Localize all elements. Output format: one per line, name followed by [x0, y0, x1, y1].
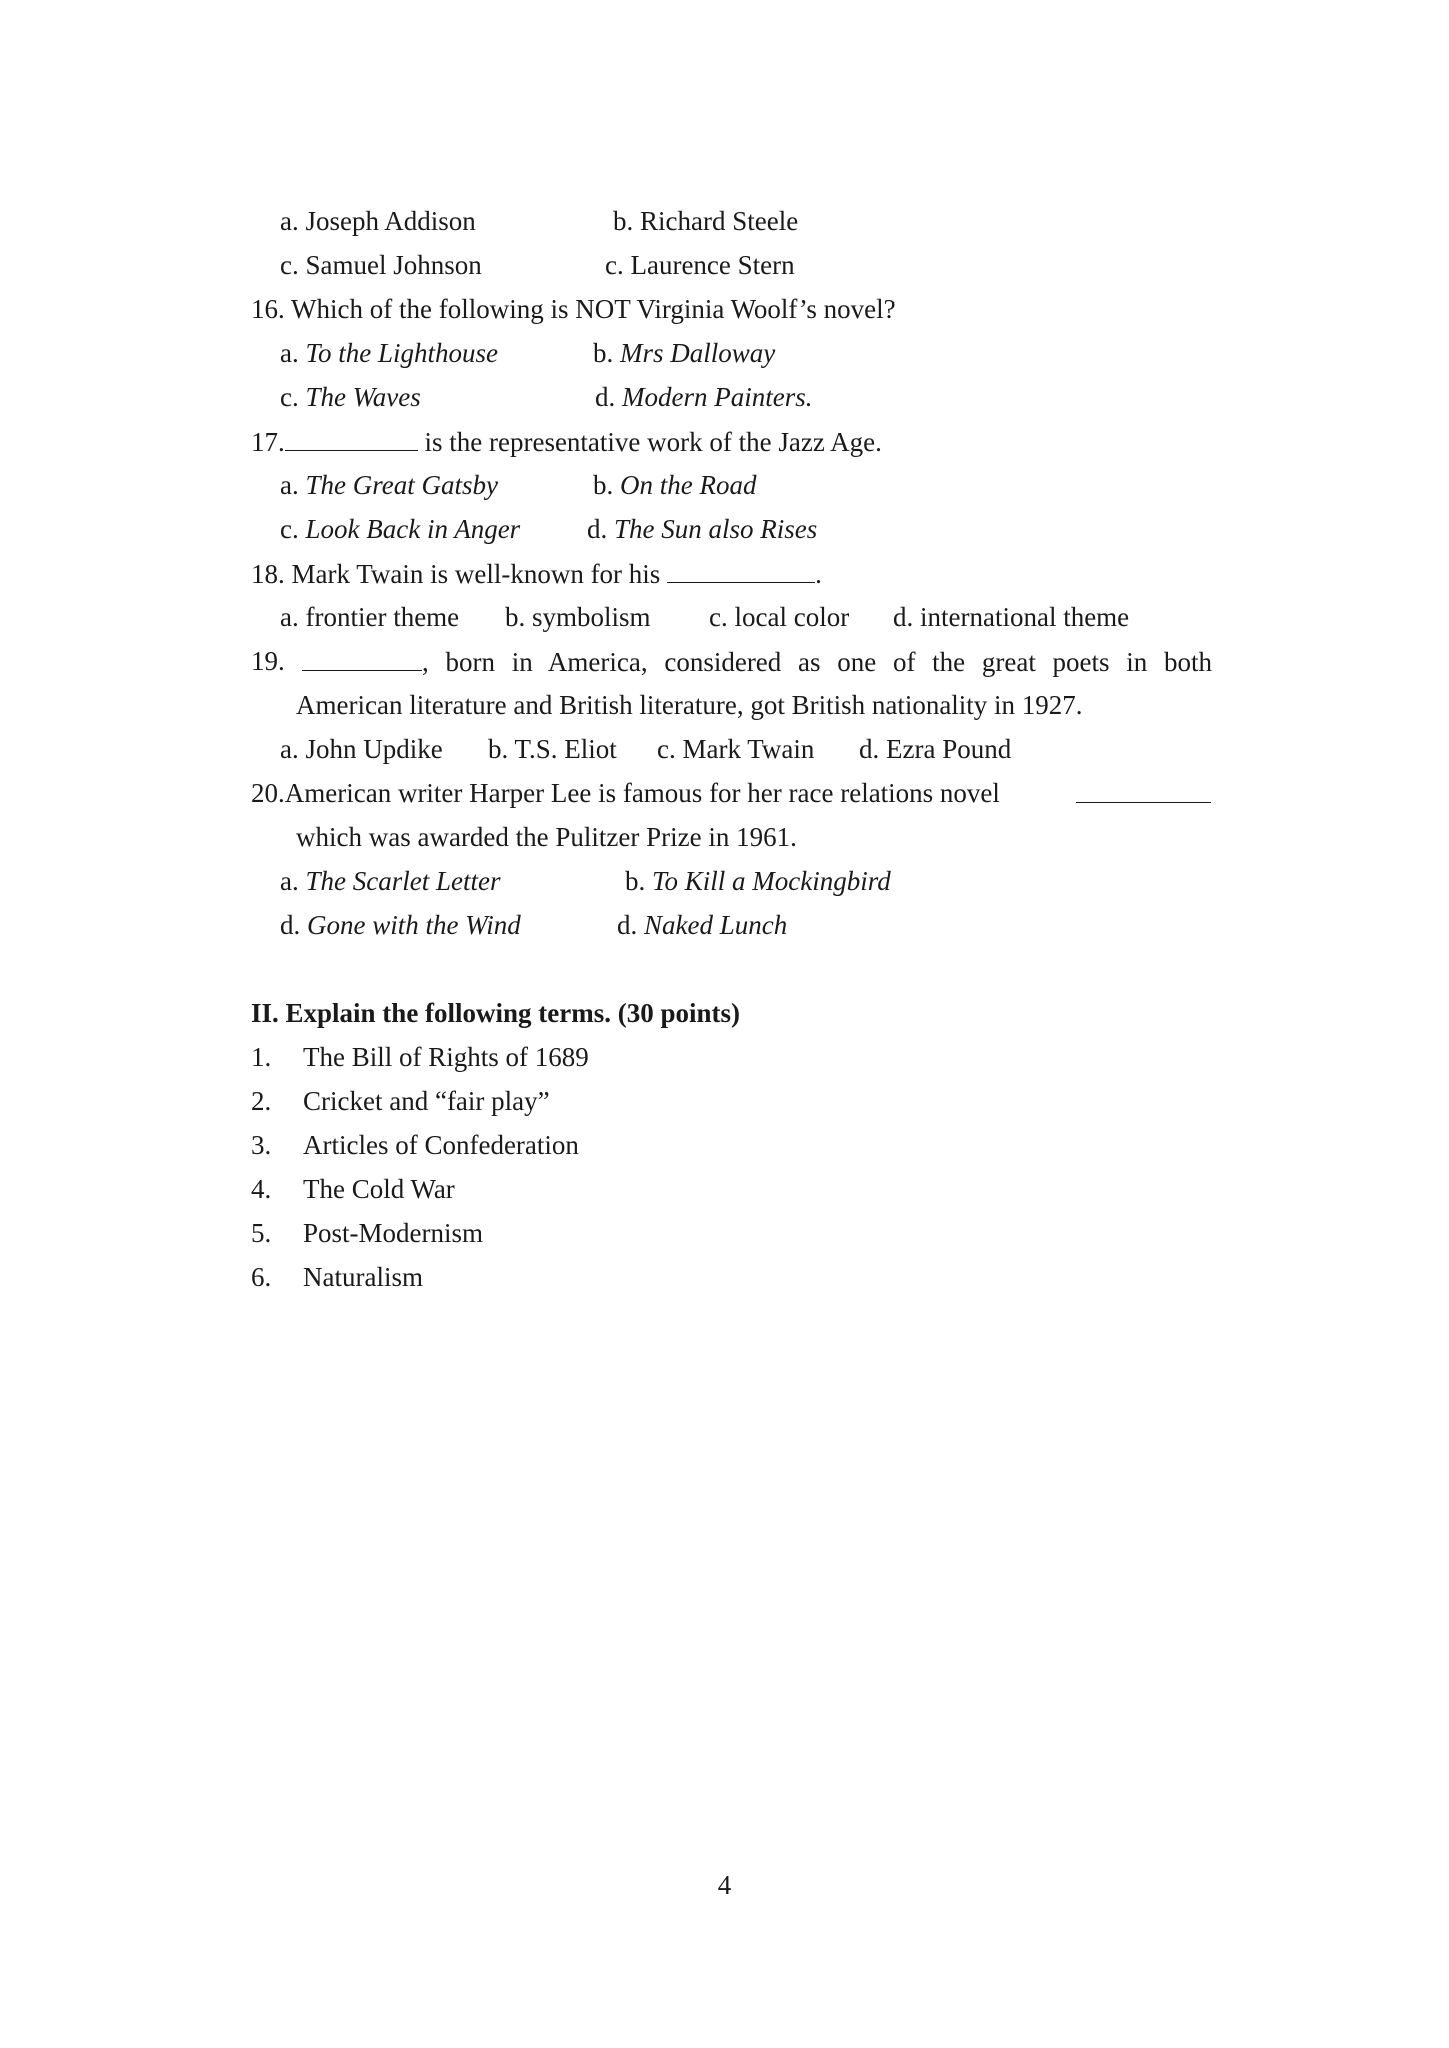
- term-number: 2.: [251, 1086, 272, 1116]
- page-number: 4: [717, 1870, 732, 1900]
- q18-option-d: [893, 604, 1129, 631]
- answer-blank: [1076, 780, 1211, 803]
- option-text: symbolism: [532, 602, 651, 632]
- option-text: The Great Gatsby: [305, 470, 498, 500]
- option-text: T.S. Eliot: [514, 734, 617, 764]
- option-text: Laurence Stern: [630, 250, 795, 280]
- option-text: On the Road: [620, 470, 757, 500]
- option-letter: c.: [280, 382, 299, 412]
- option-letter: d.: [280, 910, 301, 940]
- option-text: To the Lighthouse: [305, 338, 499, 368]
- option-text: Naked Lunch: [644, 910, 788, 940]
- option-text: Samuel Johnson: [305, 250, 482, 280]
- option-letter: c.: [709, 602, 728, 632]
- option-letter: a.: [280, 470, 299, 500]
- q17-option-d: [587, 516, 817, 543]
- q18-option-c: [709, 604, 849, 631]
- question-text: , born in America, considered as one of the great poets in both: [422, 647, 1212, 677]
- term-text: The Cold War: [303, 1174, 455, 1204]
- q20-option-b: [625, 868, 891, 895]
- option-letter: a.: [280, 602, 299, 632]
- option-letter: d.: [893, 602, 914, 632]
- option-letter: a.: [280, 206, 299, 236]
- q19-number: 19.: [251, 646, 285, 676]
- q17-option-a: [280, 472, 498, 499]
- term-text: Cricket and “fair play”: [303, 1086, 550, 1116]
- option-letter: d.: [617, 910, 638, 940]
- question-end: .: [815, 559, 822, 589]
- q17-option-c: [280, 516, 520, 543]
- option-letter: b.: [593, 338, 614, 368]
- option-letter: a.: [280, 338, 299, 368]
- option-text: To Kill a Mockingbird: [652, 866, 891, 896]
- term-number: 1.: [251, 1042, 272, 1072]
- option-text: John Updike: [305, 734, 443, 764]
- q16-option-d: [595, 384, 812, 411]
- q20-option-d2: [617, 912, 787, 939]
- option-letter: c.: [605, 250, 624, 280]
- option-letter: b.: [625, 866, 646, 896]
- term-text: Naturalism: [303, 1262, 423, 1292]
- question-number: 17.: [251, 427, 285, 457]
- option-letter: d.: [859, 734, 880, 764]
- q16-option-a: [280, 340, 498, 367]
- q16-option-b: [593, 340, 775, 367]
- option-letter: b.: [613, 206, 634, 236]
- q19-option-a: [280, 736, 443, 763]
- option-letter: a.: [280, 734, 299, 764]
- option-text: Joseph Addison: [305, 206, 476, 236]
- q17-stem: [251, 428, 882, 456]
- option-letter: c.: [657, 734, 676, 764]
- option-text: Ezra Pound: [886, 734, 1012, 764]
- q16-stem: 16. Which of the following is NOT Virginia Woolf’s novel?: [251, 294, 896, 324]
- term-number: 4.: [251, 1174, 272, 1204]
- option-letter: a.: [280, 866, 299, 896]
- q16-option-c: [280, 384, 421, 411]
- q18-option-a: [280, 604, 459, 631]
- q19-option-c: [657, 736, 814, 763]
- option-letter: b.: [505, 602, 526, 632]
- q20-option-a: [280, 868, 500, 895]
- option-text: Gone with the Wind: [307, 910, 521, 940]
- option-letter: d.: [595, 382, 616, 412]
- option-text: Mark Twain: [682, 734, 815, 764]
- option-letter: b.: [593, 470, 614, 500]
- option-text: Richard Steele: [640, 206, 799, 236]
- option-letter: c.: [280, 514, 299, 544]
- term-text: The Bill of Rights of 1689: [303, 1042, 589, 1072]
- option-text: Mrs Dalloway: [620, 338, 776, 368]
- q18-stem: [251, 560, 822, 588]
- option-text: The Waves: [305, 382, 421, 412]
- option-letter: b.: [488, 734, 509, 764]
- option-text: The Scarlet Letter: [305, 866, 501, 896]
- q15-option-c: [280, 252, 482, 279]
- answer-blank: [667, 560, 815, 583]
- q15-option-c2: [605, 252, 795, 279]
- q19-stem-line2: American literature and British literature, got British nationality in 1927.: [296, 690, 1083, 720]
- question-text: is the representative work of the Jazz Age.: [417, 427, 882, 457]
- question-text: 18. Mark Twain is well-known for his: [251, 559, 668, 589]
- option-letter: c.: [280, 250, 299, 280]
- answer-blank: [302, 648, 422, 671]
- q17-option-b: [593, 472, 756, 499]
- option-text: local color: [734, 602, 850, 632]
- option-text: The Sun also Rises: [614, 514, 818, 544]
- term-number: 6.: [251, 1262, 272, 1292]
- question-text: 20.American writer Harper Lee is famous for her race relations novel: [251, 778, 1000, 808]
- q20-stem-line2: which was awarded the Pulitzer Prize in 1961.: [296, 822, 797, 852]
- answer-blank: [285, 428, 418, 451]
- term-number: 5.: [251, 1218, 272, 1248]
- option-letter: d.: [587, 514, 608, 544]
- section-heading: II. Explain the following terms. (30 points): [251, 998, 741, 1028]
- term-number: 3.: [251, 1130, 272, 1160]
- q15-option-b: [613, 208, 798, 235]
- q20-option-d: [280, 912, 521, 939]
- q18-option-b: [505, 604, 651, 631]
- q19-stem-line1: [302, 648, 1212, 676]
- q20-stem-line1: [251, 780, 1000, 807]
- option-text: Look Back in Anger: [305, 514, 521, 544]
- term-text: Post-Modernism: [303, 1218, 484, 1248]
- q19-option-d: [859, 736, 1011, 763]
- option-text: frontier theme: [305, 602, 460, 632]
- q19-option-b: [488, 736, 617, 763]
- term-text: Articles of Confederation: [303, 1130, 579, 1160]
- q15-option-a: [280, 208, 476, 235]
- option-text: international theme: [920, 602, 1130, 632]
- option-text: Modern Painters.: [622, 382, 813, 412]
